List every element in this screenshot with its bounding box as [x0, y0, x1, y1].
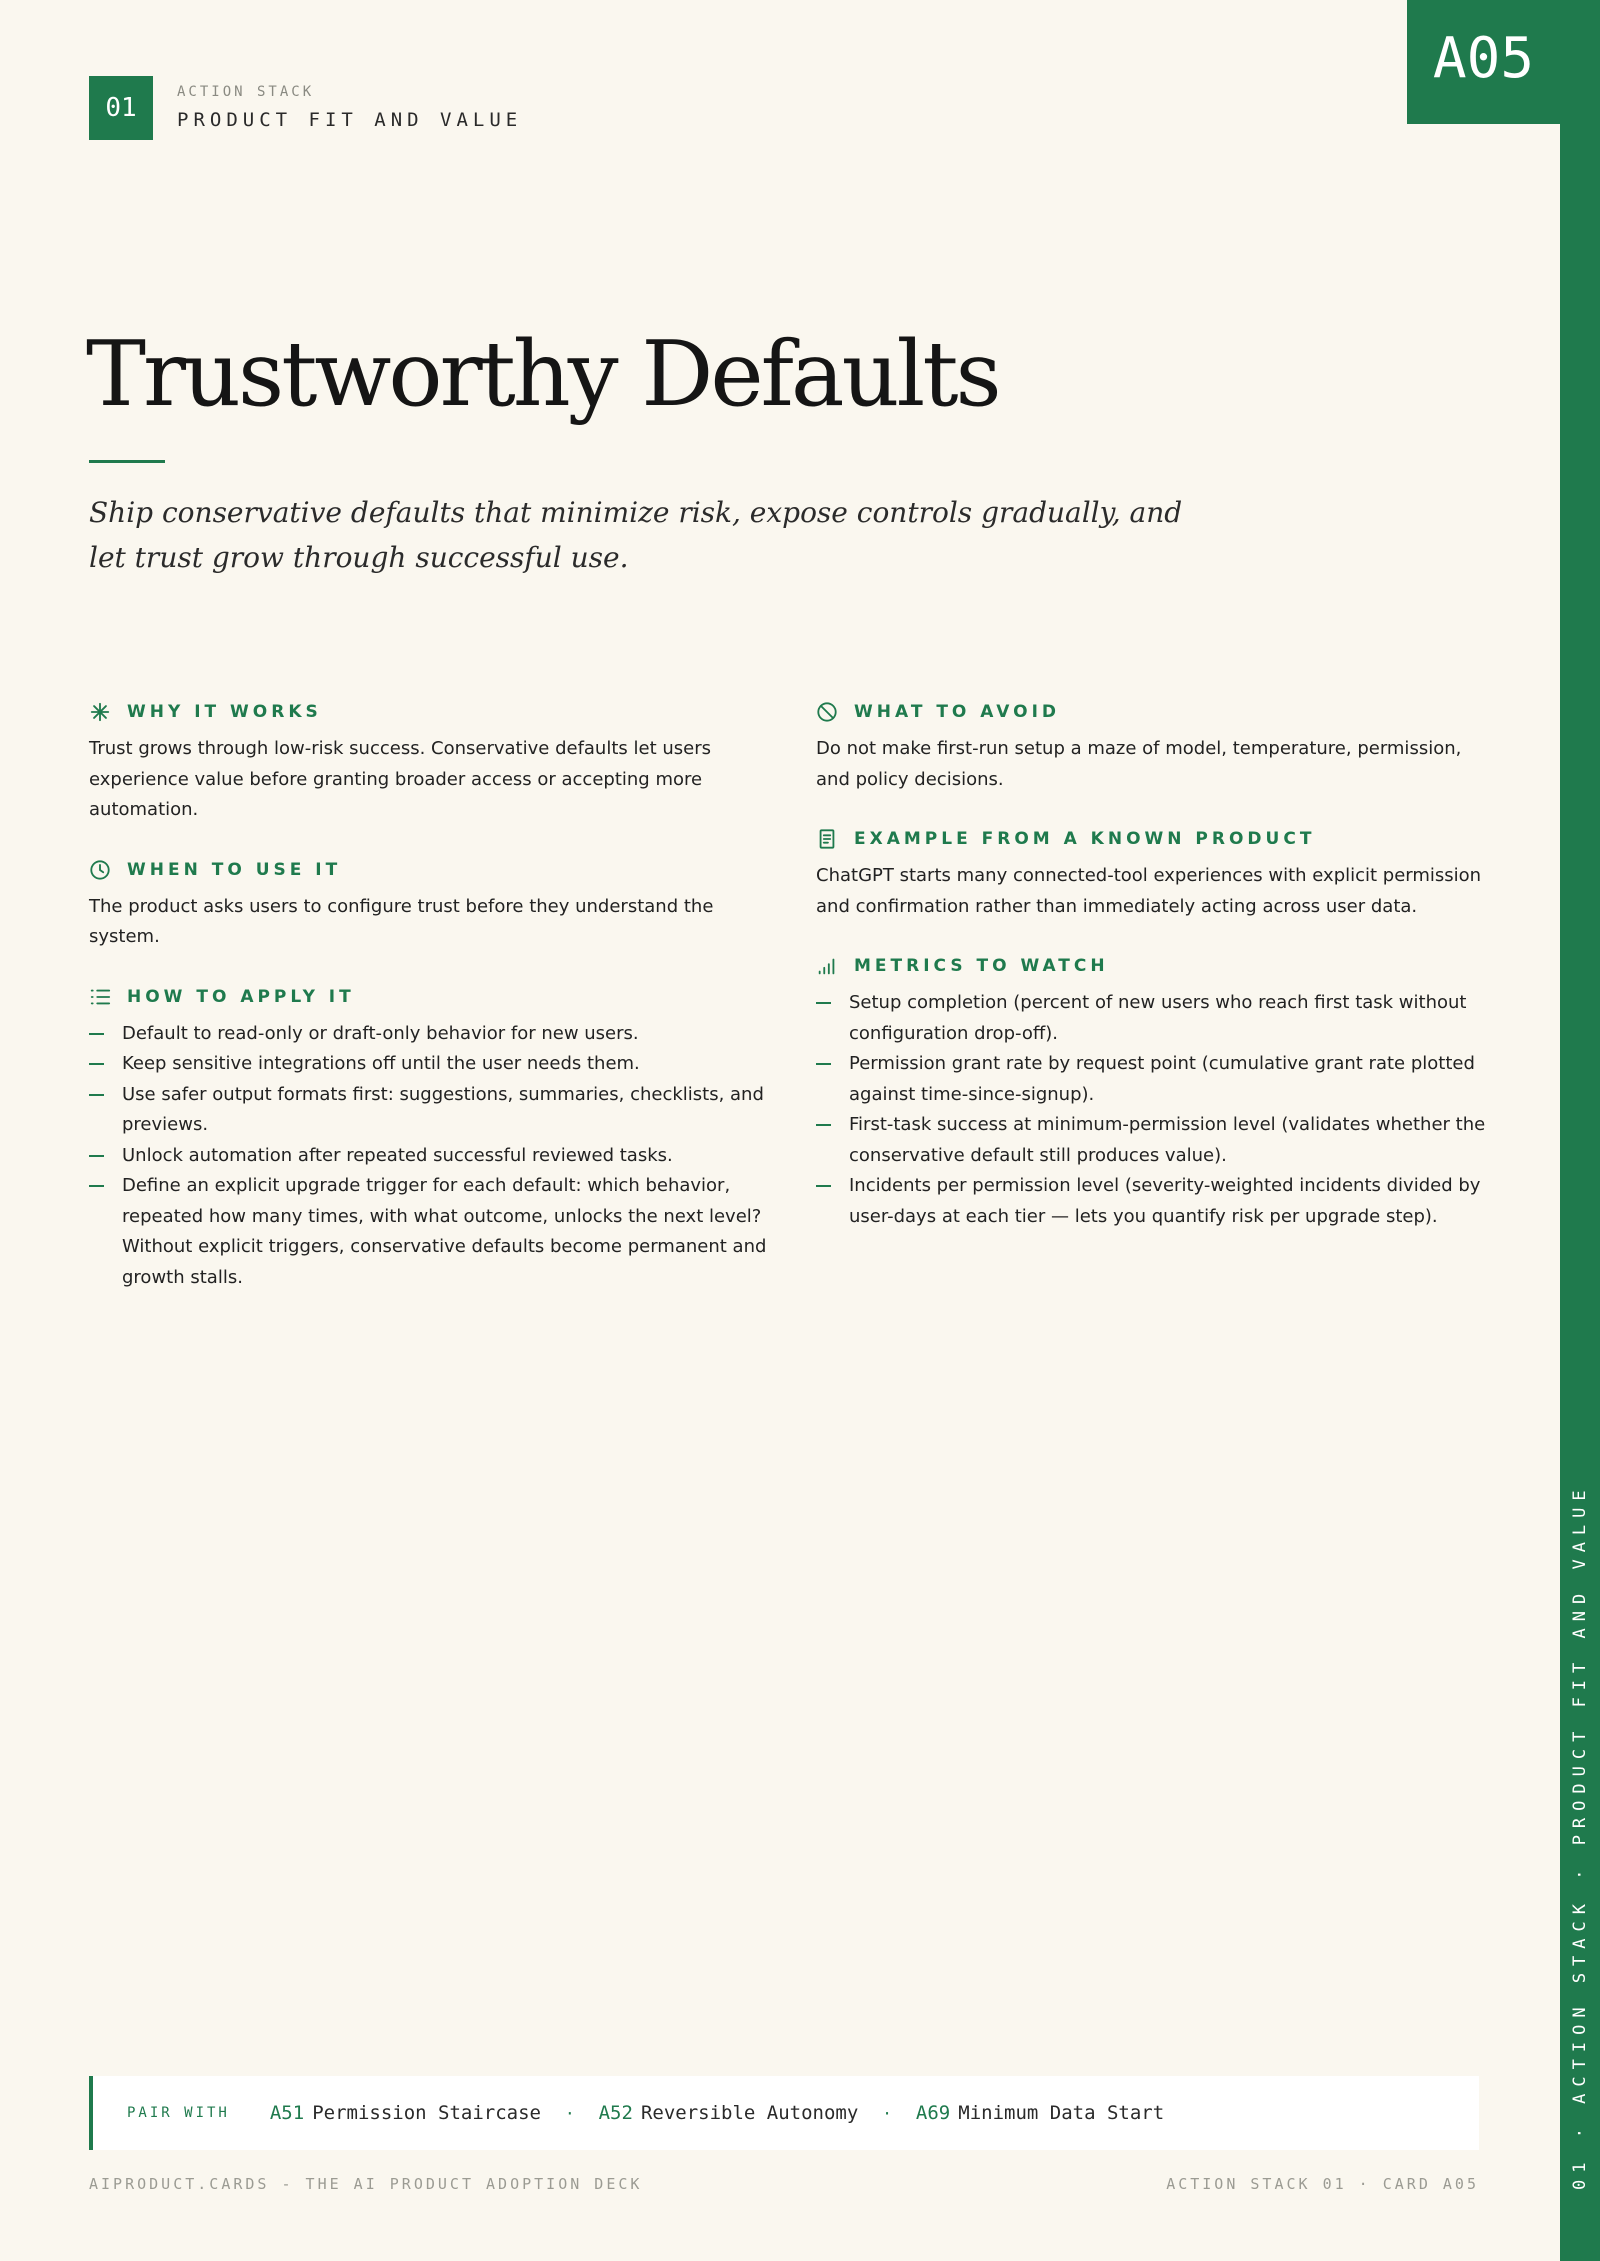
- right-column: [816, 696, 1490, 1260]
- page-subtitle: Ship conservative defaults that minimize risk, expose controls gradually, and let trust grow through successful use.: [89, 496, 1183, 574]
- stack-number-badge: 01: [89, 76, 153, 140]
- section-header: [816, 696, 1490, 728]
- metrics-list: [816, 988, 1490, 1232]
- list-item: Incidents per permission level (severity-weighted incidents divided by user-days at each tier — lets you quantify risk per upgrade step).: [816, 1171, 1490, 1232]
- pair-card-name: Minimum Data Start: [958, 2102, 1165, 2124]
- stack-title: PRODUCT FIT AND VALUE: [177, 109, 523, 131]
- section-title: WHY IT WORKS: [127, 702, 322, 722]
- section-body: The product asks users to configure trust before they understand the system.: [89, 895, 714, 947]
- list-item: Default to read-only or draft-only behavior for new users.: [89, 1019, 769, 1050]
- section-metrics: [816, 950, 1490, 1232]
- section-body: ChatGPT starts many connected-tool experiences with explicit permission and confirmation rather than immediately acting across user data.: [816, 865, 1482, 917]
- section-avoid: [816, 696, 1490, 795]
- section-example: [816, 823, 1490, 922]
- pair-card-link[interactable]: [916, 2102, 1164, 2124]
- pair-with-label: PAIR WITH: [127, 2105, 230, 2121]
- section-why: [89, 696, 769, 826]
- pair-card-code: A51: [269, 2102, 305, 2124]
- pair-card-name: Reversible Autonomy: [640, 2102, 859, 2124]
- clock-icon: [89, 859, 111, 881]
- pair-card-name: Permission Staircase: [312, 2102, 541, 2124]
- section-title: WHAT TO AVOID: [854, 702, 1061, 722]
- pair-card-link[interactable]: [270, 2102, 541, 2124]
- pair-card-link[interactable]: [599, 2102, 859, 2124]
- section-body: Trust grows through low-risk success. Conservative defaults let users experience value before granting broader access or accepting more automation.: [89, 738, 711, 820]
- footer-site-text: AIPRODUCT.CARDS - THE AI PRODUCT ADOPTION DECK: [89, 2175, 643, 2193]
- section-header: [89, 854, 769, 886]
- title-divider: [89, 460, 165, 463]
- left-column: [89, 696, 769, 1321]
- section-how: [89, 981, 769, 1294]
- asterisk-icon: [89, 701, 111, 723]
- pair-with-bar: [89, 2076, 1479, 2150]
- footer-card-text: ACTION STACK 01 · CARD A05: [1166, 2175, 1479, 2193]
- page-title: Trustworthy Defaults: [86, 322, 999, 427]
- list-item: Permission grant rate by request point (cumulative grant rate plotted against time-since-signup).: [816, 1049, 1490, 1110]
- section-header: [816, 823, 1490, 855]
- section-body: Do not make first-run setup a maze of model, temperature, permission, and policy decisions.: [816, 738, 1462, 790]
- list-item: Unlock automation after repeated successful reviewed tasks.: [89, 1141, 769, 1172]
- list-item: Keep sensitive integrations off until the user needs them.: [89, 1049, 769, 1080]
- how-to-apply-list: [89, 1019, 769, 1294]
- section-header: [89, 696, 769, 728]
- section-title: WHEN TO USE IT: [127, 859, 342, 880]
- pair-separator: ·: [882, 2103, 892, 2123]
- card-code-badge: A05: [1407, 0, 1560, 124]
- list-item: Use safer output formats first: suggestions, summaries, checklists, and previews.: [89, 1080, 769, 1141]
- pair-separator: ·: [564, 2103, 575, 2123]
- list-icon: [89, 986, 111, 1008]
- side-bar-text: 01 · ACTION STACK · PRODUCT FIT AND VALUE: [1570, 1483, 1590, 2190]
- pair-card-code: A69: [915, 2102, 951, 2124]
- section-title: HOW TO APPLY IT: [127, 986, 355, 1007]
- list-item: Define an explicit upgrade trigger for each default: which behavior, repeated how many times, with what outcome, unlocks the next level? Without explicit triggers, conservative defaults become permanent and growth stalls.: [89, 1171, 769, 1293]
- stack-label: ACTION STACK: [177, 84, 315, 100]
- document-icon: [816, 828, 838, 850]
- prohibited-icon: [816, 701, 838, 723]
- section-header: [816, 950, 1490, 982]
- bar-chart-icon: [816, 955, 838, 977]
- pair-card-code: A52: [598, 2102, 633, 2124]
- list-item: Setup completion (percent of new users who reach first task without configuration drop-off).: [816, 988, 1490, 1049]
- section-header: [89, 981, 769, 1013]
- section-when: [89, 854, 769, 953]
- section-title: EXAMPLE FROM A KNOWN PRODUCT: [854, 829, 1316, 849]
- list-item: First-task success at minimum-permission level (validates whether the conservative default still produces value).: [816, 1110, 1490, 1171]
- section-title: METRICS TO WATCH: [854, 956, 1109, 976]
